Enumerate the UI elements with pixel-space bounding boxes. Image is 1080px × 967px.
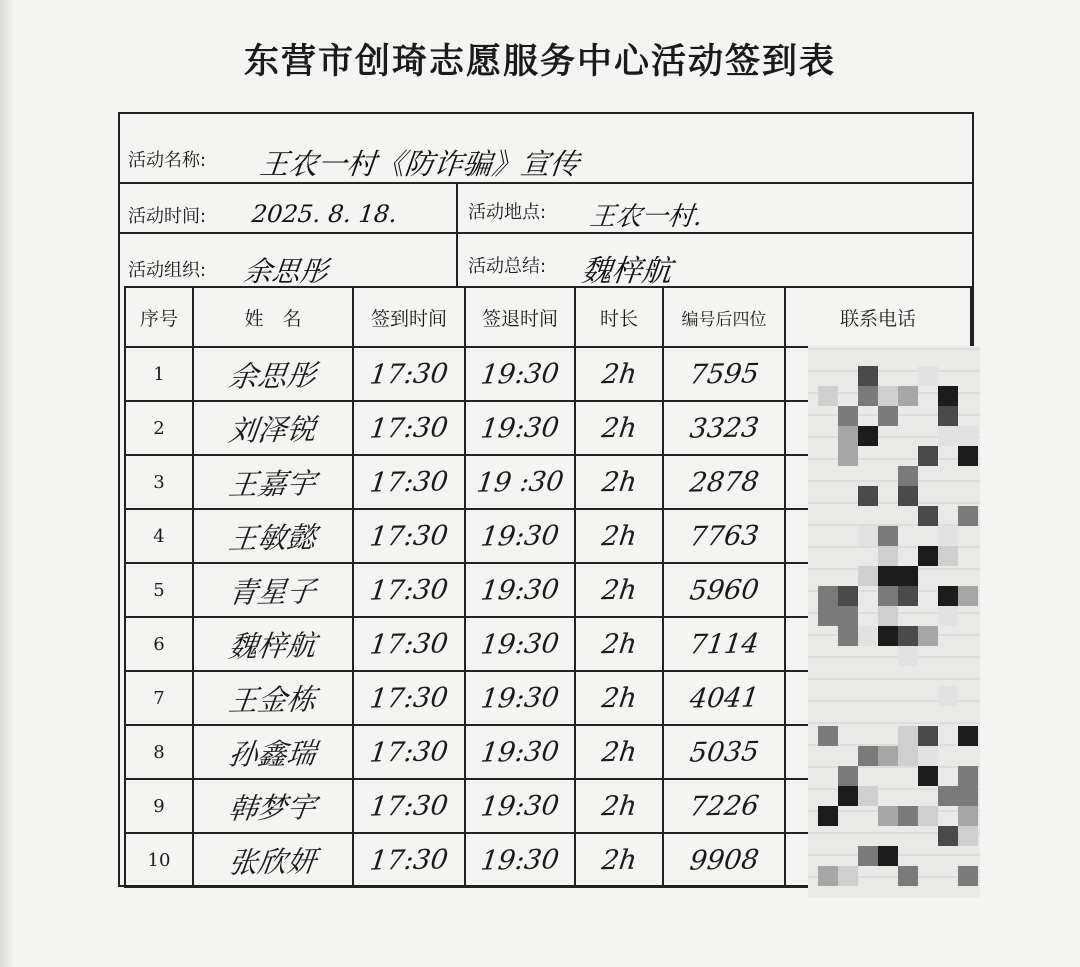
col-phone: 联系电话 bbox=[785, 287, 971, 347]
redaction-pixel bbox=[938, 406, 958, 426]
redaction-pixel bbox=[918, 446, 938, 466]
row-name-cell bbox=[193, 509, 353, 563]
row-sign-in: 17:30 bbox=[368, 843, 450, 877]
row-duration-cell bbox=[575, 833, 663, 887]
redaction-pixel bbox=[858, 746, 878, 766]
row-duration-cell bbox=[575, 401, 663, 455]
row-name-cell bbox=[193, 401, 353, 455]
col-sign-in-time: 签到时间 bbox=[353, 287, 465, 347]
header-divider bbox=[456, 234, 458, 286]
row-sign-out: 19:30 bbox=[479, 411, 561, 445]
activity-summary-label: 活动总结: bbox=[468, 256, 547, 277]
redaction-pixel bbox=[898, 466, 918, 486]
row-id-last-four: 7763 bbox=[687, 519, 761, 553]
redaction-pixel bbox=[958, 866, 978, 886]
page-edge-shadow bbox=[0, 0, 14, 967]
redaction-pixel bbox=[898, 866, 918, 886]
row-sign-out-cell bbox=[465, 347, 575, 401]
redaction-pixel bbox=[898, 726, 918, 746]
row-duration-cell bbox=[575, 779, 663, 833]
redaction-pixel bbox=[958, 726, 978, 746]
redaction-pixel bbox=[918, 366, 938, 386]
row-name: 孙鑫瑞 bbox=[227, 735, 319, 772]
row-name-cell bbox=[193, 833, 353, 887]
row-duration: 2h bbox=[599, 466, 639, 498]
row-sign-out: 19:30 bbox=[479, 519, 561, 553]
row-sign-in: 17:30 bbox=[368, 465, 450, 499]
row-seq-cell bbox=[125, 725, 193, 779]
redaction-pixel bbox=[898, 586, 918, 606]
redaction-pixel bbox=[818, 606, 838, 626]
row-seq: 6 bbox=[153, 633, 165, 655]
row-id-last-four-cell bbox=[663, 833, 785, 887]
redaction-pixel bbox=[858, 526, 878, 546]
form-title: 东营市创琦志愿服务中心活动签到表 bbox=[243, 42, 836, 82]
row-duration: 2h bbox=[599, 736, 639, 768]
row-seq: 4 bbox=[153, 525, 165, 547]
redaction-pixel bbox=[878, 586, 898, 606]
row-duration-cell bbox=[575, 617, 663, 671]
redaction-pixel bbox=[918, 546, 938, 566]
redaction-pixel bbox=[958, 806, 978, 826]
row-seq: 1 bbox=[153, 363, 165, 385]
row-id-last-four-cell bbox=[663, 779, 785, 833]
row-name: 张欣妍 bbox=[227, 843, 319, 880]
redaction-pixel bbox=[898, 626, 918, 646]
redaction-pixel bbox=[878, 606, 898, 626]
row-sign-out-cell bbox=[465, 779, 575, 833]
col-seq: 序号 bbox=[125, 287, 193, 347]
row-sign-in: 17:30 bbox=[368, 789, 450, 823]
redaction-pixel bbox=[858, 626, 878, 646]
redaction-pixel bbox=[858, 386, 878, 406]
table-header-row bbox=[125, 287, 971, 347]
row-name-cell bbox=[193, 563, 353, 617]
col-id-last-four: 编号后四位 bbox=[663, 287, 785, 347]
activity-time-label: 活动时间: bbox=[128, 206, 207, 227]
redaction-pixel bbox=[838, 406, 858, 426]
row-duration-cell bbox=[575, 563, 663, 617]
row-name-cell bbox=[193, 347, 353, 401]
activity-summary-value: 魏梓航 bbox=[579, 254, 674, 289]
redaction-pixel bbox=[958, 506, 978, 526]
row-sign-out-cell bbox=[465, 401, 575, 455]
row-name-cell bbox=[193, 617, 353, 671]
row-name: 青星子 bbox=[227, 573, 319, 610]
row-id-last-four-cell bbox=[663, 617, 785, 671]
row-sign-out: 19:30 bbox=[479, 843, 561, 877]
row-sign-in: 17:30 bbox=[368, 357, 450, 391]
redaction-pixel bbox=[818, 866, 838, 886]
row-duration: 2h bbox=[599, 574, 639, 606]
row-sign-in-cell bbox=[353, 401, 465, 455]
redaction-pixel bbox=[898, 566, 918, 586]
row-sign-in-cell bbox=[353, 779, 465, 833]
redaction-pixel bbox=[898, 486, 918, 506]
row-name: 王嘉宇 bbox=[227, 465, 319, 502]
col-sign-out-time: 签退时间 bbox=[465, 287, 575, 347]
row-sign-in: 17:30 bbox=[368, 411, 450, 445]
row-duration-cell bbox=[575, 725, 663, 779]
redaction-pixel bbox=[838, 786, 858, 806]
row-sign-in: 17:30 bbox=[368, 573, 450, 607]
activity-time-place-row bbox=[120, 184, 972, 234]
row-seq: 9 bbox=[153, 795, 165, 817]
redaction-pixel bbox=[878, 526, 898, 546]
row-duration: 2h bbox=[599, 412, 639, 444]
row-id-last-four-cell bbox=[663, 455, 785, 509]
redaction-pixel bbox=[878, 806, 898, 826]
row-id-last-four: 2878 bbox=[687, 465, 761, 499]
row-duration-cell bbox=[575, 509, 663, 563]
redaction-pixel bbox=[858, 566, 878, 586]
redaction-pixel bbox=[918, 766, 938, 786]
row-sign-out-cell bbox=[465, 617, 575, 671]
redaction-pixel bbox=[838, 426, 858, 446]
row-seq-cell bbox=[125, 779, 193, 833]
row-sign-out-cell bbox=[465, 509, 575, 563]
row-name: 韩梦宇 bbox=[227, 789, 319, 826]
row-sign-in-cell bbox=[353, 725, 465, 779]
redaction-pixel bbox=[838, 626, 858, 646]
row-name-cell bbox=[193, 779, 353, 833]
row-id-last-four: 7114 bbox=[687, 627, 761, 661]
row-seq: 7 bbox=[153, 687, 165, 709]
redaction-pixel bbox=[958, 586, 978, 606]
redaction-pixel bbox=[838, 766, 858, 786]
row-name: 魏梓航 bbox=[227, 627, 319, 664]
activity-place-label: 活动地点: bbox=[468, 202, 547, 223]
row-sign-out: 19 :30 bbox=[474, 465, 566, 499]
redaction-pixel bbox=[878, 846, 898, 866]
redaction-pixel bbox=[898, 806, 918, 826]
row-name: 王金栋 bbox=[227, 681, 319, 718]
redaction-pixel bbox=[898, 746, 918, 766]
redaction-pixel bbox=[878, 746, 898, 766]
redaction-pixel bbox=[918, 726, 938, 746]
redaction-pixel bbox=[958, 786, 978, 806]
row-sign-out-cell bbox=[465, 833, 575, 887]
row-id-last-four: 5960 bbox=[687, 573, 761, 607]
row-id-last-four: 7595 bbox=[687, 357, 761, 391]
row-id-last-four-cell bbox=[663, 509, 785, 563]
row-duration: 2h bbox=[599, 790, 639, 822]
row-duration: 2h bbox=[599, 628, 639, 660]
row-name: 刘泽锐 bbox=[227, 411, 319, 448]
row-sign-in: 17:30 bbox=[368, 735, 450, 769]
row-id-last-four: 3323 bbox=[687, 411, 761, 445]
redaction-pixel bbox=[918, 626, 938, 646]
redaction-pixel bbox=[938, 426, 958, 446]
row-sign-out: 19:30 bbox=[479, 357, 561, 391]
redaction-pixel bbox=[878, 546, 898, 566]
row-sign-out-cell bbox=[465, 671, 575, 725]
redaction-pixel bbox=[898, 386, 918, 406]
redaction-pixel bbox=[878, 386, 898, 406]
redaction-pixel bbox=[918, 746, 938, 766]
row-duration: 2h bbox=[599, 844, 639, 876]
row-seq-cell bbox=[125, 617, 193, 671]
redaction-pixel bbox=[818, 386, 838, 406]
redaction-pixel bbox=[858, 786, 878, 806]
row-seq-cell bbox=[125, 509, 193, 563]
activity-time-value: 2025. 8. 18. bbox=[250, 200, 399, 228]
row-seq-cell bbox=[125, 833, 193, 887]
redaction-pixel bbox=[938, 526, 958, 546]
row-seq-cell bbox=[125, 347, 193, 401]
redaction-pixel bbox=[958, 766, 978, 786]
activity-name-value: 王农一村《防诈骗》宣传 bbox=[258, 147, 581, 181]
row-id-last-four: 5035 bbox=[687, 735, 761, 769]
row-sign-out: 19:30 bbox=[479, 681, 561, 715]
row-name: 王敏懿 bbox=[227, 519, 319, 556]
row-duration: 2h bbox=[599, 682, 639, 714]
redaction-pixel bbox=[918, 506, 938, 526]
col-name: 姓 名 bbox=[193, 287, 353, 347]
row-sign-out: 19:30 bbox=[479, 573, 561, 607]
redaction-pixel bbox=[818, 806, 838, 826]
row-id-last-four: 9908 bbox=[687, 843, 761, 877]
redaction-pixel bbox=[858, 366, 878, 386]
redaction-pixel bbox=[838, 866, 858, 886]
row-sign-in-cell bbox=[353, 617, 465, 671]
redaction-pixel bbox=[938, 386, 958, 406]
row-id-last-four-cell bbox=[663, 563, 785, 617]
row-seq-cell bbox=[125, 671, 193, 725]
row-id-last-four: 7226 bbox=[687, 789, 761, 823]
col-duration: 时长 bbox=[575, 287, 663, 347]
redaction-pixel bbox=[858, 426, 878, 446]
row-seq: 8 bbox=[153, 741, 165, 763]
row-name-cell bbox=[193, 725, 353, 779]
row-name-cell bbox=[193, 671, 353, 725]
redaction-pixel bbox=[878, 406, 898, 426]
redaction-pixel bbox=[898, 646, 918, 666]
row-sign-in-cell bbox=[353, 455, 465, 509]
redaction-pixel bbox=[918, 806, 938, 826]
row-duration: 2h bbox=[599, 520, 639, 552]
row-sign-in-cell bbox=[353, 347, 465, 401]
redaction-pixel bbox=[818, 726, 838, 746]
row-sign-out: 19:30 bbox=[479, 789, 561, 823]
activity-org-summary-row bbox=[120, 234, 972, 289]
row-duration-cell bbox=[575, 671, 663, 725]
redaction-pixel bbox=[958, 426, 978, 446]
redaction-pixel bbox=[938, 826, 958, 846]
activity-name-label: 活动名称: bbox=[128, 150, 207, 171]
row-id-last-four: 4041 bbox=[687, 681, 761, 715]
redaction-pixel bbox=[838, 586, 858, 606]
row-sign-in-cell bbox=[353, 833, 465, 887]
row-sign-in: 17:30 bbox=[368, 681, 450, 715]
row-id-last-four-cell bbox=[663, 725, 785, 779]
activity-name-row bbox=[120, 114, 972, 184]
redaction-pixel bbox=[838, 606, 858, 626]
row-seq: 3 bbox=[153, 471, 165, 493]
redaction-pixel bbox=[958, 826, 978, 846]
row-sign-in: 17:30 bbox=[368, 519, 450, 553]
row-duration-cell bbox=[575, 455, 663, 509]
row-duration-cell bbox=[575, 347, 663, 401]
redaction-pixel bbox=[858, 846, 878, 866]
row-id-last-four-cell bbox=[663, 671, 785, 725]
redacted-phone-area bbox=[808, 346, 980, 898]
redaction-pixel bbox=[938, 546, 958, 566]
redaction-pixel bbox=[858, 486, 878, 506]
row-sign-out-cell bbox=[465, 455, 575, 509]
row-sign-out-cell bbox=[465, 563, 575, 617]
activity-org-label: 活动组织: bbox=[128, 260, 207, 281]
row-sign-in-cell bbox=[353, 509, 465, 563]
row-duration: 2h bbox=[599, 358, 639, 390]
redaction-pixel bbox=[838, 446, 858, 466]
row-sign-in-cell bbox=[353, 671, 465, 725]
redaction-pixel bbox=[938, 786, 958, 806]
row-seq: 10 bbox=[147, 849, 171, 871]
row-seq: 5 bbox=[153, 579, 165, 601]
row-seq-cell bbox=[125, 563, 193, 617]
row-seq-cell bbox=[125, 455, 193, 509]
row-sign-out: 19:30 bbox=[479, 735, 561, 769]
row-name: 余思彤 bbox=[227, 357, 319, 394]
row-sign-in: 17:30 bbox=[368, 627, 450, 661]
row-seq-cell bbox=[125, 401, 193, 455]
activity-org-value: 余思彤 bbox=[242, 255, 330, 288]
header-divider bbox=[456, 184, 458, 232]
redaction-pixel bbox=[818, 586, 838, 606]
row-sign-in-cell bbox=[353, 563, 465, 617]
row-sign-out: 19:30 bbox=[479, 627, 561, 661]
row-seq: 2 bbox=[153, 417, 165, 439]
redaction-pixel bbox=[878, 626, 898, 646]
redaction-pixel bbox=[938, 606, 958, 626]
redaction-pixel bbox=[878, 566, 898, 586]
redaction-pixel bbox=[938, 686, 958, 706]
activity-place-value: 王农一村. bbox=[588, 202, 704, 232]
row-id-last-four-cell bbox=[663, 347, 785, 401]
row-sign-out-cell bbox=[465, 725, 575, 779]
row-name-cell bbox=[193, 455, 353, 509]
redaction-pixel bbox=[938, 586, 958, 606]
redaction-pixel bbox=[958, 446, 978, 466]
row-id-last-four-cell bbox=[663, 401, 785, 455]
